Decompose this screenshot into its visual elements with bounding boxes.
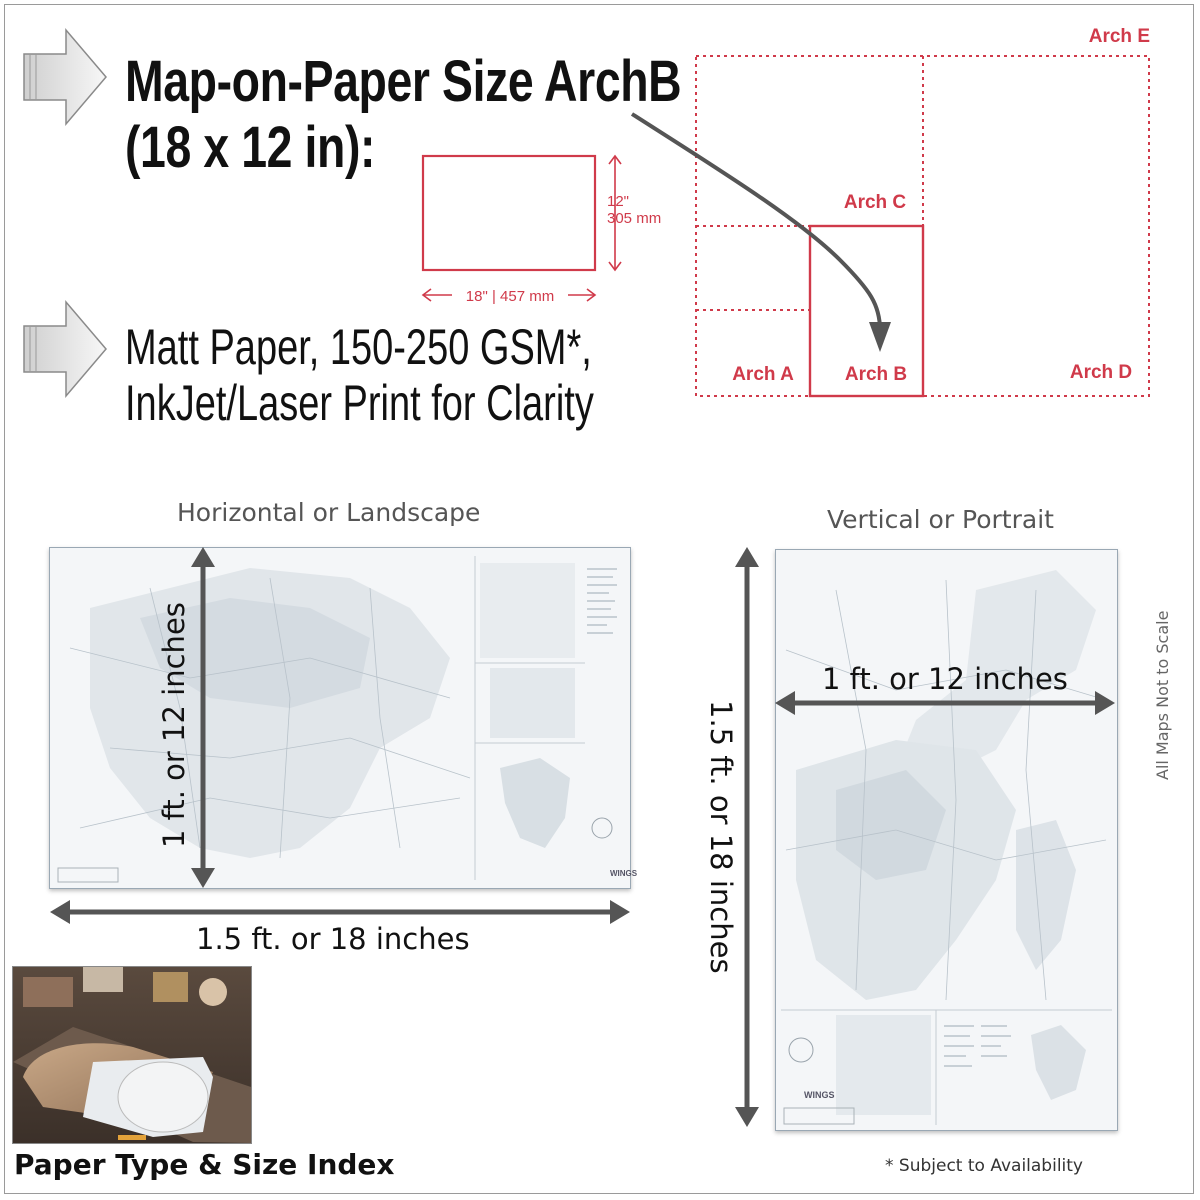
map-thumbnail xyxy=(50,548,638,888)
portrait-height-label: 1.5 ft. or 18 inches xyxy=(704,700,738,974)
landscape-caption: Horizontal or Landscape xyxy=(177,498,481,527)
arch-d-label: Arch D xyxy=(1069,362,1133,383)
portrait-map-preview xyxy=(775,549,1118,1131)
landscape-brand: WINGS xyxy=(610,869,638,878)
page-subtitle: (18 x 12 in): xyxy=(125,115,376,180)
arch-e-label: Arch E xyxy=(1088,26,1150,47)
availability-note: * Subject to Availability xyxy=(885,1156,1083,1176)
not-to-scale-note: All Maps Not to Scale xyxy=(1153,610,1172,780)
footer-title: Paper Type & Size Index xyxy=(14,1148,395,1181)
portrait-brand: WINGS xyxy=(804,1090,835,1100)
paper-spec-line2: InkJet/Laser Print for Clarity xyxy=(125,375,594,431)
arch-b-label: Arch B xyxy=(844,364,908,385)
landscape-width-label: 1.5 ft. or 18 inches xyxy=(196,922,470,956)
portrait-width-label: 1 ft. or 12 inches xyxy=(822,662,1068,696)
paper-roll-image xyxy=(13,967,251,1143)
portrait-caption: Vertical or Portrait xyxy=(827,505,1054,534)
rolled-paper-photo xyxy=(12,966,252,1144)
landscape-height-label: 1 ft. or 12 inches xyxy=(157,602,191,848)
arch-c-label: Arch C xyxy=(843,192,907,213)
height-dimension-inches: 12" xyxy=(607,193,630,210)
arch-a-label: Arch A xyxy=(732,364,794,385)
width-dimension-label: 18" | 457 mm xyxy=(465,288,555,305)
map-thumbnail xyxy=(776,550,1117,1130)
page-title: Map-on-Paper Size ArchB xyxy=(125,49,682,114)
landscape-map-preview xyxy=(49,547,638,889)
height-dimension-mm: 305 mm xyxy=(607,210,662,227)
landscape-height-arrow xyxy=(188,545,218,890)
pointer-arrow-icon xyxy=(0,0,1200,420)
paper-spec-line1: Matt Paper, 150-250 GSM*, xyxy=(125,319,592,375)
